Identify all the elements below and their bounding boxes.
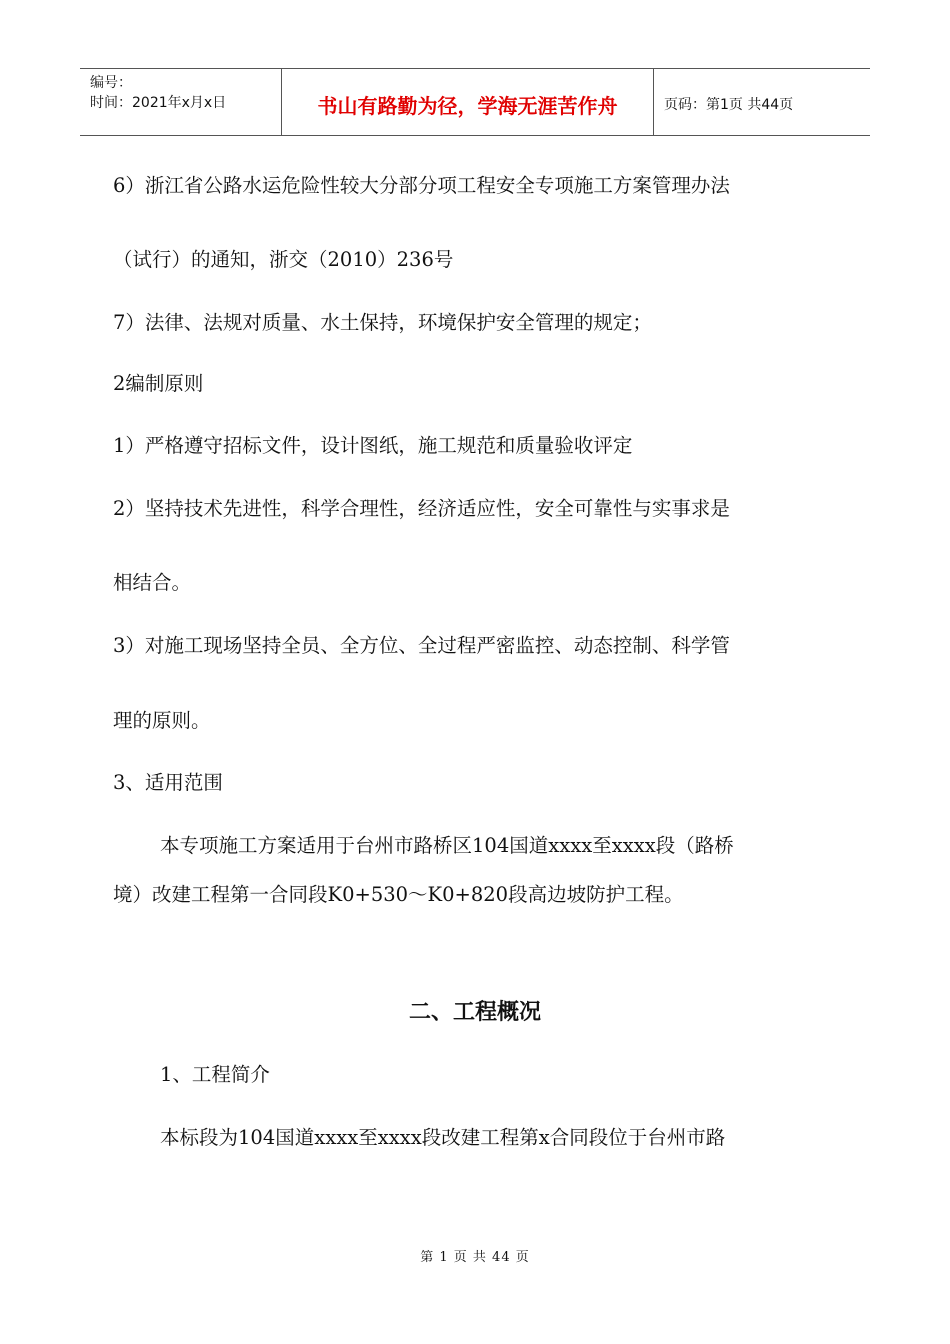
section-heading: 二、工程概况 — [408, 1000, 541, 1025]
body-line: 1）严格遵守招标文件，设计图纸，施工规范和质量验收评定 — [113, 434, 633, 457]
document-time: 时间：2021年x月x日 — [90, 95, 227, 111]
body-line: 6）浙江省公路水运危险性较大分部分项工程安全专项施工方案管理办法 — [113, 174, 730, 197]
body-line: 7）法律、法规对质量、水土保持，环境保护安全管理的规定； — [113, 311, 652, 334]
page-footer: 第 1 页 共 44 页 — [420, 1250, 530, 1265]
header-motto: 书山有路勤为径，学海无涯苦作舟 — [282, 69, 654, 135]
body-line: （试行）的通知，浙交（2010）236号 — [113, 248, 454, 271]
body-line: 本专项施工方案适用于台州市路桥区104国道xxxx至xxxx段（路桥 — [160, 834, 734, 857]
body-line: 本标段为104国道xxxx至xxxx段改建工程第x合同段位于台州市路 — [160, 1126, 726, 1149]
header-meta — [80, 69, 282, 135]
document-number: 编号： — [90, 75, 132, 91]
header-page-info: 页码：第1页 共44页 — [664, 97, 794, 113]
body-line: 理的原则。 — [113, 709, 211, 732]
body-line: 2）坚持技术先进性，科学合理性，经济适应性，安全可靠性与实事求是 — [113, 497, 730, 520]
body-line: 相结合。 — [113, 571, 192, 594]
body-line: 2编制原则 — [113, 372, 204, 395]
page-header — [80, 68, 870, 136]
body-line: 境）改建工程第一合同段K0+530～K0+820段高边坡防护工程。 — [113, 883, 684, 906]
body-line: 3、适用范围 — [113, 771, 223, 794]
body-line: 1、工程简介 — [160, 1063, 270, 1086]
body-line: 3）对施工现场坚持全员、全方位、全过程严密监控、动态控制、科学管 — [113, 634, 730, 657]
